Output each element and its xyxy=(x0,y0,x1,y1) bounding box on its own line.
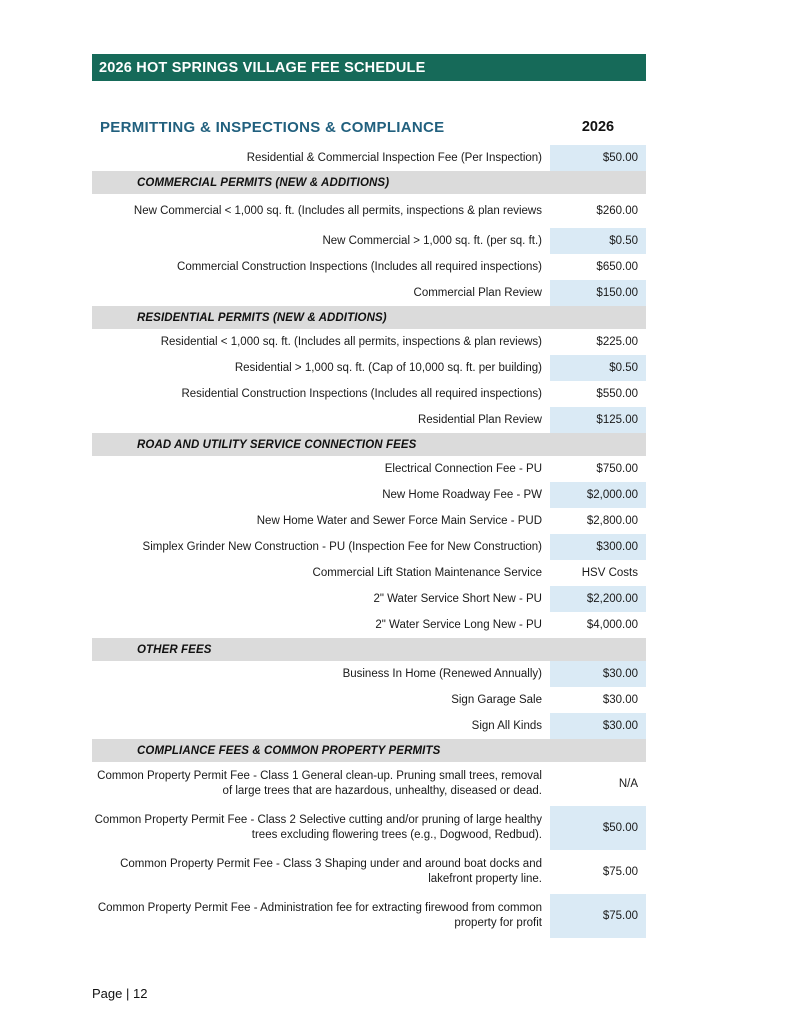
fee-label: New Commercial < 1,000 sq. ft. (Includes all permits, inspections & plan reviews xyxy=(133,204,542,217)
fee-value: $75.00 xyxy=(550,850,646,894)
fee-label: Sign All Kinds xyxy=(471,719,542,732)
fee-row xyxy=(92,762,646,806)
fee-row xyxy=(92,355,646,381)
fee-label: Sign Garage Sale xyxy=(451,693,542,706)
section-title: PERMITTING & INSPECTIONS & COMPLIANCE xyxy=(100,118,445,136)
fee-value: $75.00 xyxy=(550,894,646,938)
fee-row xyxy=(92,586,646,612)
fee-row xyxy=(92,145,646,171)
fee-label: 2" Water Service Short New - PU xyxy=(373,592,542,605)
fee-row xyxy=(92,687,646,713)
fee-label: Common Property Permit Fee - Class 1 General clean-up. Pruning small trees, removal of large trees that are hazardous, unhealthy, diseased or dead. xyxy=(97,770,542,797)
fee-row xyxy=(92,456,646,482)
fee-row xyxy=(92,612,646,638)
fee-value: $30.00 xyxy=(550,661,646,687)
table-header xyxy=(92,115,646,139)
fee-value: $125.00 xyxy=(550,407,646,433)
fee-label: Residential Construction Inspections (Includes all required inspections) xyxy=(181,387,542,400)
fee-row xyxy=(92,254,646,280)
fee-value: $0.50 xyxy=(550,355,646,381)
fee-row xyxy=(92,329,646,355)
fee-value: $50.00 xyxy=(550,806,646,850)
fee-label: New Home Water and Sewer Force Main Service - PUD xyxy=(256,514,542,527)
section-header-row xyxy=(92,306,646,329)
fee-row xyxy=(92,534,646,560)
fee-value: $50.00 xyxy=(550,145,646,171)
fee-row xyxy=(92,407,646,433)
year-column-header: 2026 xyxy=(581,119,615,135)
fee-label: Commercial Lift Station Maintenance Service xyxy=(312,566,542,579)
fee-label: Simplex Grinder New Construction - PU (Inspection Fee for New Construction) xyxy=(142,540,542,553)
fee-row xyxy=(92,894,646,938)
fee-label: New Commercial > 1,000 sq. ft. (per sq. ft.) xyxy=(322,234,542,247)
fee-value: $750.00 xyxy=(550,456,646,482)
fee-value: $4,000.00 xyxy=(550,612,646,638)
fee-value: $30.00 xyxy=(550,713,646,739)
fee-value: $260.00 xyxy=(550,194,646,228)
fee-value: $300.00 xyxy=(550,534,646,560)
fee-label: Residential & Commercial Inspection Fee (Per Inspection) xyxy=(246,151,542,164)
banner xyxy=(92,54,646,81)
fee-label: Commercial Plan Review xyxy=(413,286,542,299)
fee-value: $2,000.00 xyxy=(550,482,646,508)
fee-row xyxy=(92,381,646,407)
fee-row xyxy=(92,713,646,739)
fee-label: Electrical Connection Fee - PU xyxy=(384,462,542,475)
banner-title: 2026 HOT SPRINGS VILLAGE FEE SCHEDULE xyxy=(99,59,426,76)
fee-label: Residential > 1,000 sq. ft. (Cap of 10,000 sq. ft. per building) xyxy=(234,361,542,374)
fee-value: $650.00 xyxy=(550,254,646,280)
fee-row xyxy=(92,560,646,586)
fee-table xyxy=(92,145,646,938)
section-header-label: RESIDENTIAL PERMITS (NEW & ADDITIONS) xyxy=(137,311,387,324)
section-header-row xyxy=(92,739,646,762)
section-header-row xyxy=(92,433,646,456)
fee-row xyxy=(92,850,646,894)
fee-value: $150.00 xyxy=(550,280,646,306)
fee-value: $550.00 xyxy=(550,381,646,407)
fee-label: Commercial Construction Inspections (Includes all required inspections) xyxy=(177,260,542,273)
fee-row xyxy=(92,280,646,306)
page-number: Page | 12 xyxy=(92,986,148,1001)
fee-label: Residential Plan Review xyxy=(417,413,542,426)
section-header-row xyxy=(92,638,646,661)
fee-row xyxy=(92,482,646,508)
section-header-label: COMMERCIAL PERMITS (NEW & ADDITIONS) xyxy=(137,176,390,189)
fee-label: 2" Water Service Long New - PU xyxy=(375,618,542,631)
fee-row xyxy=(92,228,646,254)
fee-row xyxy=(92,194,646,228)
fee-value: N/A xyxy=(550,762,646,806)
fee-label: Residential < 1,000 sq. ft. (Includes all permits, inspections & plan reviews) xyxy=(160,335,542,348)
fee-label: Common Property Permit Fee - Class 3 Shaping under and around boat docks and lakefront property line. xyxy=(120,858,542,885)
section-header-label: COMPLIANCE FEES & COMMON PROPERTY PERMITS xyxy=(137,744,441,757)
fee-value: $225.00 xyxy=(550,329,646,355)
fee-label: Common Property Permit Fee - Class 2 Selective cutting and/or pruning of large healthy trees excluding flowering trees (e.g., Dogwood, Redbud). xyxy=(94,814,542,841)
fee-row xyxy=(92,806,646,850)
fee-row xyxy=(92,508,646,534)
fee-label: Business In Home (Renewed Annually) xyxy=(342,667,542,680)
fee-value: $2,800.00 xyxy=(550,508,646,534)
section-header-row xyxy=(92,171,646,194)
fee-label: New Home Roadway Fee - PW xyxy=(382,488,542,501)
fee-value: $0.50 xyxy=(550,228,646,254)
fee-value: $2,200.00 xyxy=(550,586,646,612)
section-header-label: OTHER FEES xyxy=(137,643,212,656)
fee-row xyxy=(92,661,646,687)
fee-value: $30.00 xyxy=(550,687,646,713)
fee-value: HSV Costs xyxy=(550,560,646,586)
section-header-label: ROAD AND UTILITY SERVICE CONNECTION FEES xyxy=(137,438,417,451)
fee-label: Common Property Permit Fee - Administration fee for extracting firewood from common property for profit xyxy=(97,902,542,929)
